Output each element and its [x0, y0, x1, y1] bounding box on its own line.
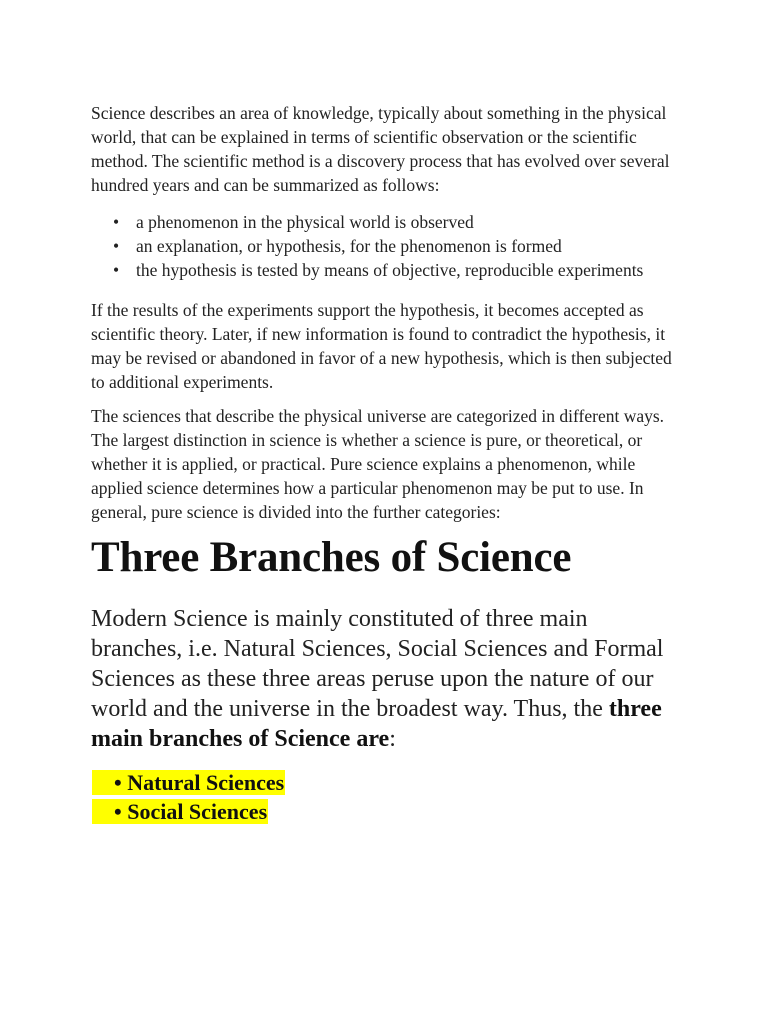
branches-intro-end: : — [389, 726, 396, 752]
list-item-text: Social Sciences — [127, 799, 268, 824]
bullet-icon: • — [113, 236, 120, 256]
list-item — [91, 797, 681, 826]
list-item — [91, 258, 681, 282]
list-item-text: the hypothesis is tested by means of objective, reproducible experiments — [136, 260, 644, 280]
section-heading: Three Branches of Science — [91, 534, 572, 581]
branches-intro-text: Modern Science is mainly constituted of three main branches, i.e. Natural Sciences, Social Sciences and Formal Sciences as these three areas peruse upon the nature of our world and the universe in the broadest way. Thus, the — [91, 606, 664, 722]
bullet-icon: • — [113, 260, 120, 280]
intro-paragraph: Science describes an area of knowledge, typically about something in the physical world, that can be explained in terms of scientific observation or the scientific method. The scientific method is a discovery process that has evolved over several hundred years and can be summarized as follows: — [91, 103, 670, 195]
list-item-text: an explanation, or hypothesis, for the phenomenon is formed — [136, 236, 562, 256]
sciences-paragraph: The sciences that describe the physical universe are categorized in different ways. The largest distinction in science is whether a science is pure, or theoretical, or whether it is applied, or practical. Pure science explains a phenomenon, while applied science determines how a particular phenomenon may be put to use. In general, pure science is divided into the further categories: — [91, 406, 665, 522]
bullet-icon: • — [114, 799, 122, 824]
method-steps-list — [91, 210, 681, 282]
bullet-icon: • — [114, 770, 122, 795]
list-item-text: a phenomenon in the physical world is observed — [136, 212, 474, 232]
list-item-text: Natural Sciences — [127, 770, 285, 795]
highlighted-item — [92, 770, 285, 795]
list-item — [91, 768, 681, 797]
results-paragraph: If the results of the experiments support the hypothesis, it becomes accepted as scientific theory. Later, if new information is found to contradict the hypothesis, it may be revised or abandoned in favor of a new hypothesis, which is then subjected to additional experiments. — [91, 300, 672, 392]
branches-list — [91, 768, 681, 826]
document-body — [91, 101, 681, 826]
list-item — [91, 210, 681, 234]
list-item — [91, 234, 681, 258]
branches-intro-paragraph — [91, 604, 681, 754]
branches-intro-bold: three main branches of Science are — [91, 696, 662, 752]
highlighted-item — [92, 799, 268, 824]
bullet-icon: • — [113, 212, 120, 232]
